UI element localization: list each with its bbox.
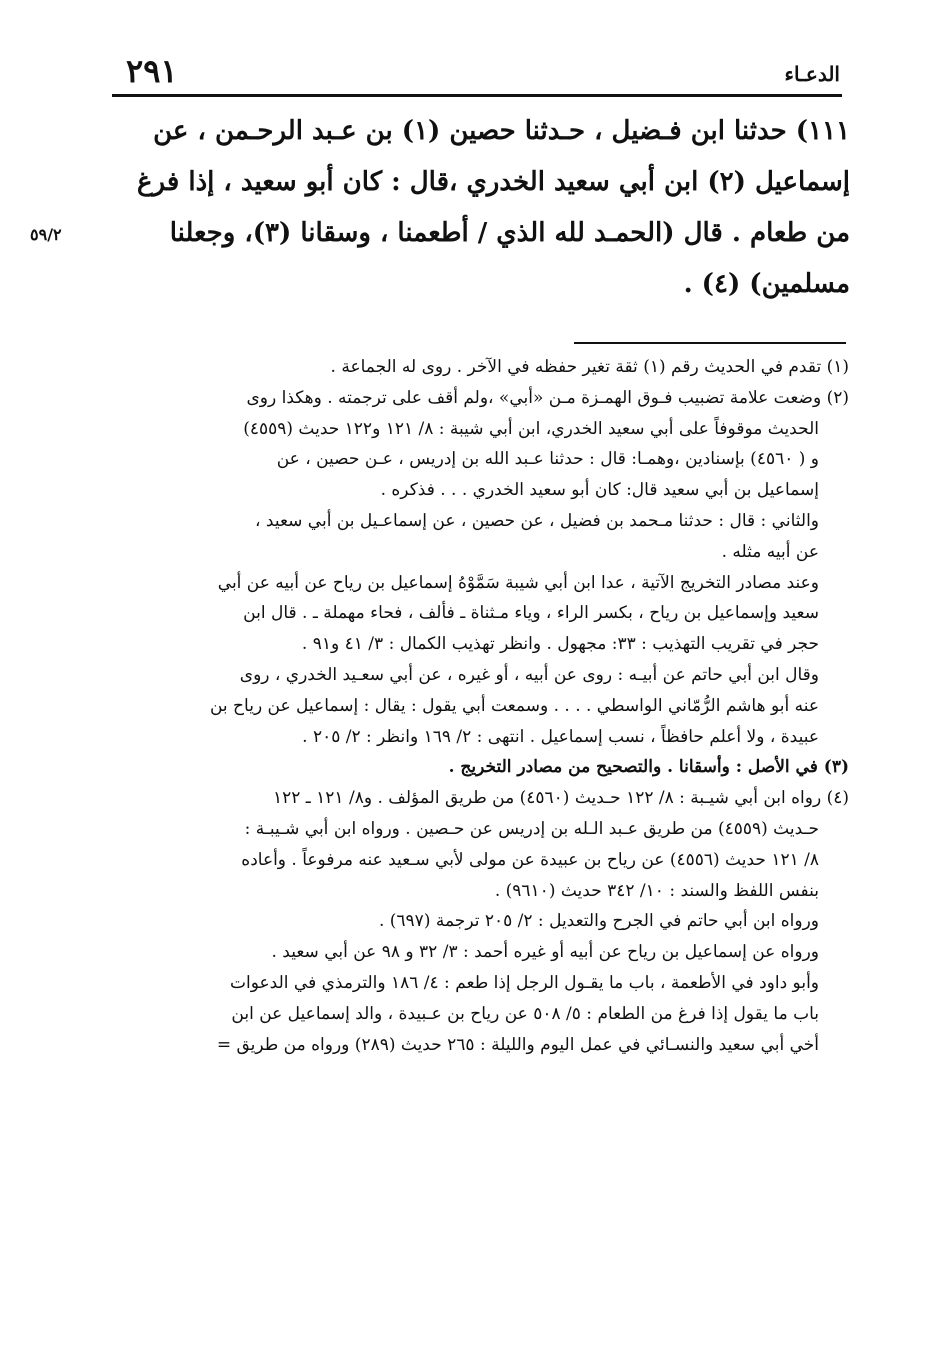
footnote-line: باب ما يقول إذا فرغ من الطعام : ٥/ ٥٠٨ عن رياح بن عـبيدة ، والد إسماعيل عن ابن <box>231 1003 819 1024</box>
footnote-line: بنفس اللفظ والسند : ١٠/ ٣٤٢ حديث (٩٦١٠) . <box>494 880 819 901</box>
footnote-line: (٤) رواه ابن أبي شيـبة : ٨/ ١٢٢ حـديث (٤٥٦٠) من طريق المؤلف . و٨/ ١٢١ ـ ١٢٢ <box>272 788 849 809</box>
footnote-line: و ( ٤٥٦٠) بإسنادين ،وهمـا: قال : حدثنا عـبد الله بن إدريس ، عـن حصين ، عن <box>276 449 819 470</box>
footnote-line: حجر في تقريب التهذيب : ٣٣: مجهول . وانظر تهذيب الكمال : ٣/ ٤١ و٩١ . <box>301 634 819 655</box>
footnote-separator <box>574 342 846 344</box>
footnote-1 <box>104 352 849 383</box>
footnote-line: وعند مصادر التخريج الآتية ، عدا ابن أبي شيبة سَمَّوْهُ إسماعيل بن رياح عن أبيه عن أبي <box>217 572 819 593</box>
footnote-line: أخي أبي سعيد والنسـائي في عمل اليوم والليلة : ٢٦٥ حديث (٢٨٩) ورواه من طريق = <box>216 1034 819 1055</box>
footnote-line: الحديث موقوفاً على أبي سعيد الخدري، ابن أبي شيبة : ٨/ ١٢١ و١٢٢ حديث (٤٥٥٩) <box>243 418 819 439</box>
hadith-line: ١١١) حدثنا ابن فـضيل ، حـدثنا حصين (١) بن عـبد الرحـمن ، عن <box>153 116 850 146</box>
footnote-line: ورواه عن إسماعيل بن رياح عن أبيه أو غيره أحمد : ٣/ ٣٢ و ٩٨ عن أبي سعيد . <box>271 942 819 963</box>
footnote-4 <box>104 783 849 1060</box>
footnotes <box>104 352 849 1060</box>
footnote-line: (٢) وضعت علامة تضبيب فـوق الهمـزة مـن «أبي» ،ولم أقف على ترجمته . وهكذا روى <box>246 387 849 408</box>
footnote-3 <box>104 752 849 783</box>
footnote-line: عن أبيه مثله . <box>721 541 819 562</box>
hadith-line: إسماعيل (٢) ابن أبي سعيد الخدري ،قال : كان أبو سعيد ، إذا فرغ <box>137 167 850 197</box>
footnote-line: (١) تقدم في الحديث رقم (١) ثقة تغير حفظه في الآخر . روى له الجماعة . <box>330 357 849 377</box>
running-title: الدعـاء <box>784 62 840 86</box>
footnote-2 <box>104 383 849 753</box>
page-number: ٢٩١ <box>126 52 178 90</box>
page-header <box>112 48 840 96</box>
footnote-line: إسماعيل بن أبي سعيد قال: كان أبو سعيد الخدري . . . فذكره . <box>380 480 819 501</box>
footnote-line: وقال ابن أبي حاتم عن أبيـه : روى عن أبيه ، أو غيره ، عن أبي سعـيد الخدري ، روى <box>239 664 819 685</box>
footnote-line: وأبو داود في الأطعمة ، باب ما يقـول الرجل إذا طعم : ٤/ ١٨٦ والترمذي في الدعوات <box>230 972 819 993</box>
footnote-line: ورواه ابن أبي حاتم في الجرح والتعديل : ٢/ ٢٠٥ ترجمة (٦٩٧) . <box>378 911 819 932</box>
footnote-line: (٣) في الأصل : وأسقانا . والتصحيح من مصادر التخريج . <box>448 757 849 778</box>
footnote-line: عبيدة ، ولا أعلم حافظاً ، نسب إسماعيل . انتهى : ٢/ ١٦٩ وانظر : ٢/ ٢٠٥ . <box>302 726 819 747</box>
margin-reference: ٥٩/٢ <box>30 225 62 244</box>
hadith-line: من طعام . قال (الحمـد لله الذي / أطعمنا ، وسقانا (٣)، وجعلنا <box>169 218 850 248</box>
footnote-line: والثاني : قال : حدثنا مـحمد بن فضيل ، عن حصين ، عن إسماعـيل بن أبي سعيد ، <box>255 510 819 531</box>
footnote-line: حـديث (٤٥٥٩) من طريق عـبد الـله بن إدريس عن حـصين . ورواه ابن أبي شـيبـة : <box>244 818 819 839</box>
footnote-line: عنه أبو هاشم الرُّمّاني الواسطي . . . . وسمعت أبي يقول : يقال : إسماعيل عن رياح بن <box>209 695 819 716</box>
footnote-line: ٨/ ١٢١ حديث (٤٥٥٦) عن رياح بن عبيدة عن مولى لأبي سـعيد عنه مرفوعاً . وأعاده <box>241 849 819 870</box>
hadith-text <box>110 106 850 310</box>
hadith-line: مسلمين) (٤) . <box>683 269 850 299</box>
header-rule <box>112 94 842 97</box>
footnote-line: سعيد وإسماعيل بن رياح ، بكسر الراء ، وياء مـثناة ـ فألف ، فحاء مهملة ـ . قال ابن <box>243 603 819 624</box>
